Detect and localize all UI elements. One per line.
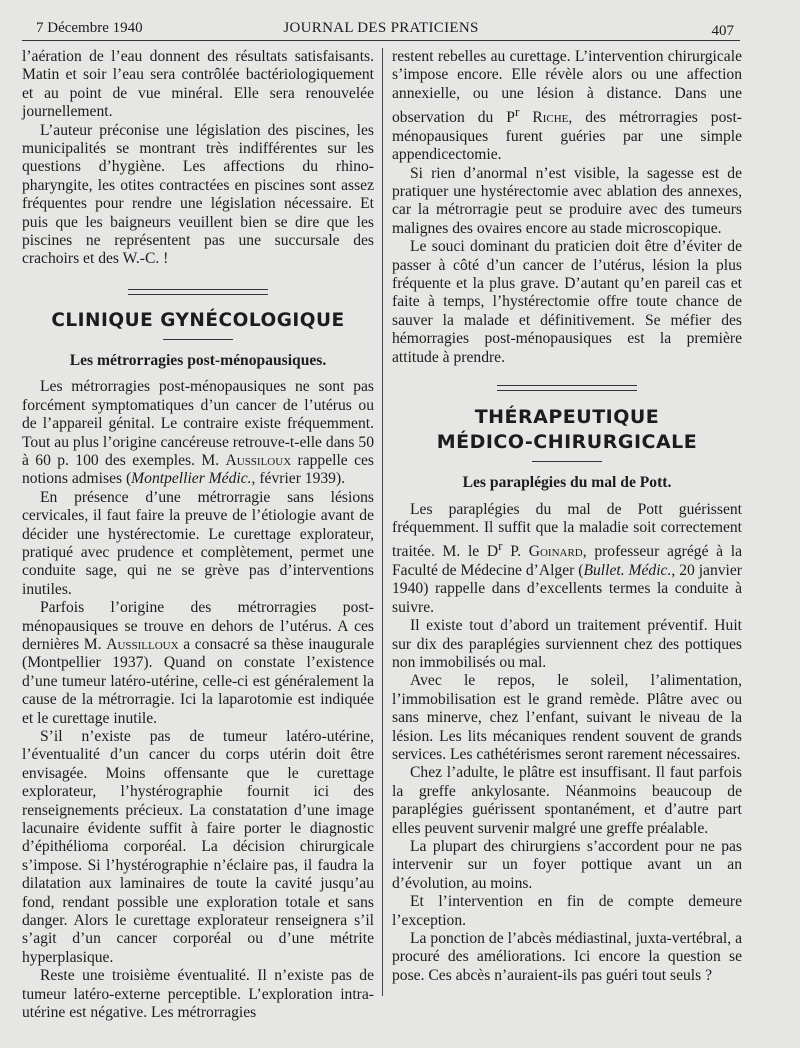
issue-date: 7 Décembre 1940: [36, 20, 143, 36]
paragraph: L’auteur préconise une législation des piscines, les municipalités se montrant très indifférentes sur les questions d’hygiène. Les affections du rhino-pharyngite, les otites contractées en piscines sont assez fréquentes pour rendre une législation nécessaire. Et puis que les baigneurs veuillent bien se dire que les piscines ne représentent pas une succursale des crachoirs et des W.-C. !: [22, 121, 374, 268]
paragraph: Chez l’adulte, le plâtre est insuffisant. Il faut parfois la greffe ankylosante. Néanmoins beaucoup de paraplégies guérissent spontanément, et d’autre part elles peuvent survenir malgré une greffe préalable.: [392, 764, 742, 837]
text-run: Parfois l’origine des métrorragies post-ménopausiques se trouve en dehors de l’utérus. A ces dernières M.: [22, 599, 374, 653]
journal-reference: Montpellier Médic.: [131, 470, 252, 488]
section-title-line: MÉDICO-CHIRURGICALE: [436, 431, 698, 454]
text-run: Les métrorragies post-ménopausiques ne sont pas forcément symptomatiques d’un cancer de l’utérus ou de l’appareil génital. Le contraire existe fréquemment. Tout au plus l’origine cancéreuse retrouve-t-elle dans 50 à 60 p. 100 des exemples. M.: [22, 378, 374, 469]
paragraph: La ponction de l’abcès médiastinal, juxta-vertébral, a procuré des améliorations. Ici encore la question se pose. Ces abcès n’auraient-ils pas guéri tout seuls ?: [392, 930, 742, 984]
author-name: P. Goinard: [510, 543, 583, 561]
text-run: rappelle ces notions admises (: [22, 451, 375, 488]
paragraph: [22, 378, 374, 488]
paragraph: [392, 48, 742, 165]
paragraph: La plupart des chirurgiens s’accordent pour ne pas intervenir sur un foyer pottique avant un an d’évolution, au moins.: [392, 838, 742, 892]
title-underline: [163, 339, 233, 340]
paragraph: Et l’intervention en fin de compte demeure l’exception.: [392, 893, 742, 929]
section-title: CLINIQUE GYNÉCOLOGIQUE: [51, 309, 345, 331]
paragraph: Avec le repos, le soleil, l’alimentation, l’immobilisation est le grand remède. Plâtre avec ou sans minerve, chez l’enfant, suivant le niveau de la lésion. Les lits mécaniques rendent souvent de grands services. Les cathétérismes seront rarement nécessaires.: [392, 672, 742, 763]
text-run: Les paraplégies du mal de Pott guérissent fréquemment. Il suffit que la maladie soit correctement traitée. M. le D: [392, 500, 742, 561]
paragraph: [392, 501, 742, 618]
text-run: restent rebelles au curettage. L’intervention chirurgicale s’impose encore. Elle révèle alors ou une affection annexielle, ou une lésion à distance. Dans une observation du P: [392, 48, 742, 127]
paragraph: l’aération de l’eau donnent des résultats satisfaisants. Matin et soir l’eau sera contrôlée bactériologiquement et au point de vue minéral. Elle sera renouvelée journellement.: [22, 48, 374, 121]
paragraph: Si rien d’anormal n’est visible, la sagesse est de pratiquer une hystérectomie avec ablation des annexes, car la métrorragie peut se produire avec des tumeurs malignes des ovaires encore au stade microscopique.: [392, 164, 742, 237]
right-column: [392, 48, 742, 985]
page-number: 407: [711, 23, 734, 39]
article-subtitle: Les métrorragies post-ménopausiques.: [69, 351, 327, 369]
column-divider: [382, 48, 383, 996]
paragraph: [22, 599, 374, 728]
title-underline: [532, 461, 602, 462]
section-divider: [128, 289, 268, 295]
article-subtitle: Les paraplégies du mal de Pott.: [462, 474, 672, 492]
left-column: [22, 48, 374, 1023]
paragraph: S’il n’existe pas de tumeur latéro-utérine, l’éventualité d’un cancer du corps utérin doit être envisagée. Moins offensante que le curettage explorateur, l’hystérographie fournit ici des renseignements précieux. La constatation d’une image lacunaire évidente suffit à faire porter le diagnostic d’épithélioma corporéal. La décision chirurgicale s’impose. Si l’hystérographie n’éclaire pas, il faudra la dilatation aux laminaires de toute la cavité jusqu’au fond, rendant possible une exploration totale et sans danger. Alors le curettage explorateur renseignera s’il s’agit d’un cancer corporéal ou d’une métrite hyperplasique.: [22, 728, 374, 966]
author-name: Aussiloux: [225, 451, 292, 469]
author-name: Riche: [532, 109, 569, 127]
journal-reference: Bullet. Médic.: [583, 561, 672, 579]
text-run: , 20 janvier 1940) rappelle dans d’excellents termes la conduite à suivre.: [392, 561, 742, 616]
author-name: Aussilloux: [106, 635, 179, 653]
section-title-line: THÉRAPEUTIQUE: [474, 406, 660, 429]
page-header: [22, 18, 740, 41]
title-abbrev: r: [498, 538, 503, 554]
paragraph: Reste une troisième éventualité. Il n’existe pas de tumeur latéro-externe perceptible. L’exploration intra-utérine est négative. Les métrorragies: [22, 967, 374, 1022]
text-run: , des métrorragies post-ménopausiques furent guéries par une simple appendicectomie.: [392, 109, 742, 164]
paragraph: Le souci dominant du praticien doit être d’éviter de passer à côté d’un cancer de l’utérus, lésion la plus fréquente et la plus grave. D’autant qu’en pareil cas et faite à temps, l’hystérectomie offre toute chance de sauver la malade et définitivement. Se méfier des hémorragies post-ménopausiques est la première attitude à prendre.: [392, 238, 742, 366]
text-run: , professeur agrégé à la Faculté de Médecine d’Alger (: [392, 543, 743, 579]
section-title: [392, 405, 742, 455]
title-abbrev: r: [514, 104, 520, 120]
text-run: , février 1939).: [251, 470, 346, 488]
paragraph: En présence d’une métrorragie sans lésions cervicales, il faut faire la preuve de l’étiologie avant de décider une hystérectomie. Le curettage explorateur, pratiqué avec prudence et complètement, permet une conduite sage, qui ne se grève pas d’interventions inutiles.: [22, 488, 374, 598]
text-run: a consacré sa thèse inaugurale (Montpellier 1937). Quand on constate l’existence d’une tumeur latéro-utérine, celle-ci est généralement la cause de la métrorragie. Ici la laparotomie est indiquée et le curettage inutile.: [22, 635, 375, 727]
paragraph: Il existe tout d’abord un traitement préventif. Huit sur dix des paraplégies surviennent chez des pottiques non immobilisés ou mal.: [392, 617, 742, 671]
section-divider: [497, 385, 637, 391]
journal-title: JOURNAL DES PRATICIENS: [283, 20, 479, 36]
